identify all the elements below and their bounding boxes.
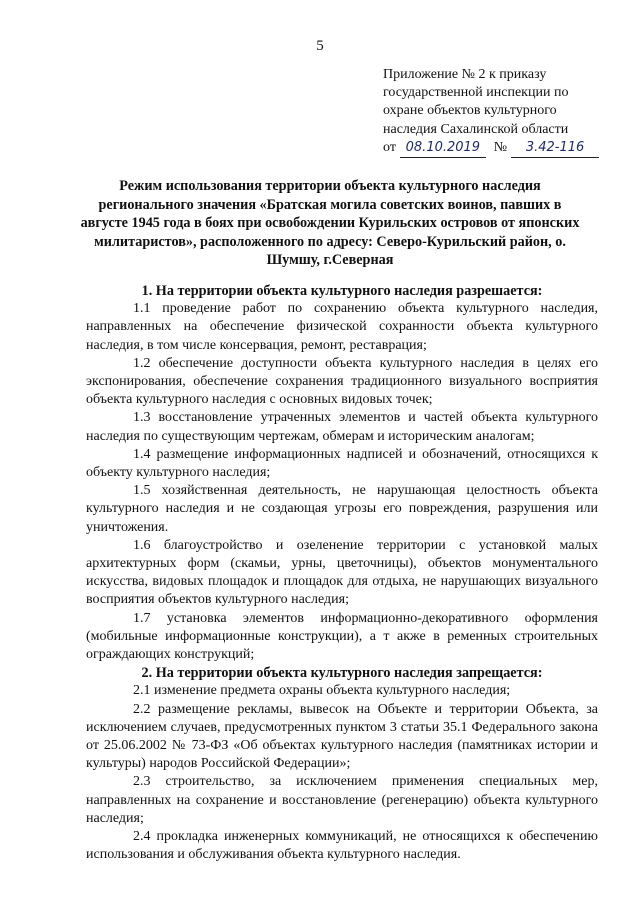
list-item: 1.2 обеспечение доступности объекта культурного наследия в целях его экспонирования, обеспечение сохранения традиционного визуального восприятия объекта культурного наследия с основных видовых точек; — [86, 355, 598, 408]
list-item: 1.6 благоустройство и озеленение территории с установкой малых архитектурных форм (скамьи, урны, цветочницы), объектов монументального искусства, видовых площадок и площадок для отдыха, не нарушающих визуального восприятия объектов культурного наследия; — [86, 537, 598, 608]
appendix-date-line — [383, 139, 599, 158]
section-heading: 2. На территории объекта культурного наследия запрещается: — [141, 665, 543, 682]
document-title: Режим использования территории объекта культурного наследия регионального значения «Братская могила советских воинов, павших в августе 1945 года в боях при освобождении Курильских островов от японских милитаристов», расположенного по адресу: Северо-Курильский район, о. Шумшу, г.Северная — [80, 178, 580, 268]
list-item: 2.4 прокладка инженерных коммуникаций, не относящихся к обеспечению использования и обслуживания объекта культурного наследия. — [86, 829, 598, 863]
list-item: 1.7 установка элементов информационно-декоративного оформления (мобильные информационные конструкции), а т акже в ременных строительных ограждающих конструкций; — [86, 610, 598, 663]
handwritten-number: 3.42-116 — [511, 139, 599, 158]
appendix-line: Приложение № 2 к приказу — [383, 67, 547, 82]
list-item: 1.3 восстановление утраченных элементов и частей объекта культурного наследия по существующим чертежам, обмерам и историческим аналогам; — [86, 410, 598, 444]
list-item: 1.4 размещение информационных надписей и обозначений, относящихся к объекту культурного наследия; — [86, 446, 598, 481]
appendix-line: охране объектов культурного — [383, 103, 557, 119]
date-prefix: от — [383, 139, 396, 155]
appendix-line: государственной инспекции по — [383, 85, 569, 101]
number-prefix: № — [493, 139, 508, 155]
appendix-line: наследия Сахалинской области — [383, 121, 569, 137]
list-item: 2.3 строительство, за исключением применения специальных мер, направленных на сохранение и восстановление (регенерацию) объекта культурного наследия; — [86, 774, 598, 826]
list-item: 1.5 хозяйственная деятельность, не нарушающая целостность объекта культурного наследия и не создающая угрозы его повреждения, разрушения или уничтожения. — [86, 483, 598, 535]
page-number: 5 — [316, 38, 324, 54]
document-body — [86, 282, 598, 865]
list-item: 2.2 размещение рекламы, вывесок на Объекте и территории Объекта, за исключением случаев, предусмотренных пунктом 3 статьи 35.1 Федерального закона от 25.06.2002 № 73-ФЗ «Об объектах культурного наследия (памятниках истории и культуры) народов Российской Федерации»; — [86, 701, 598, 772]
section-heading: 1. На территории объекта культурного наследия разрешается: — [141, 283, 543, 299]
list-item: 1.1 проведение работ по сохранению объекта культурного наследия, направленных на обеспечение физической сохранности объекта культурного наследия, в том числе консервация, ремонт, реставрация; — [86, 301, 598, 353]
list-item: 2.1 изменение предмета охраны объекта культурного наследия; — [133, 683, 511, 699]
appendix-header — [383, 66, 599, 158]
handwritten-date: 08.10.2019 — [400, 139, 486, 158]
